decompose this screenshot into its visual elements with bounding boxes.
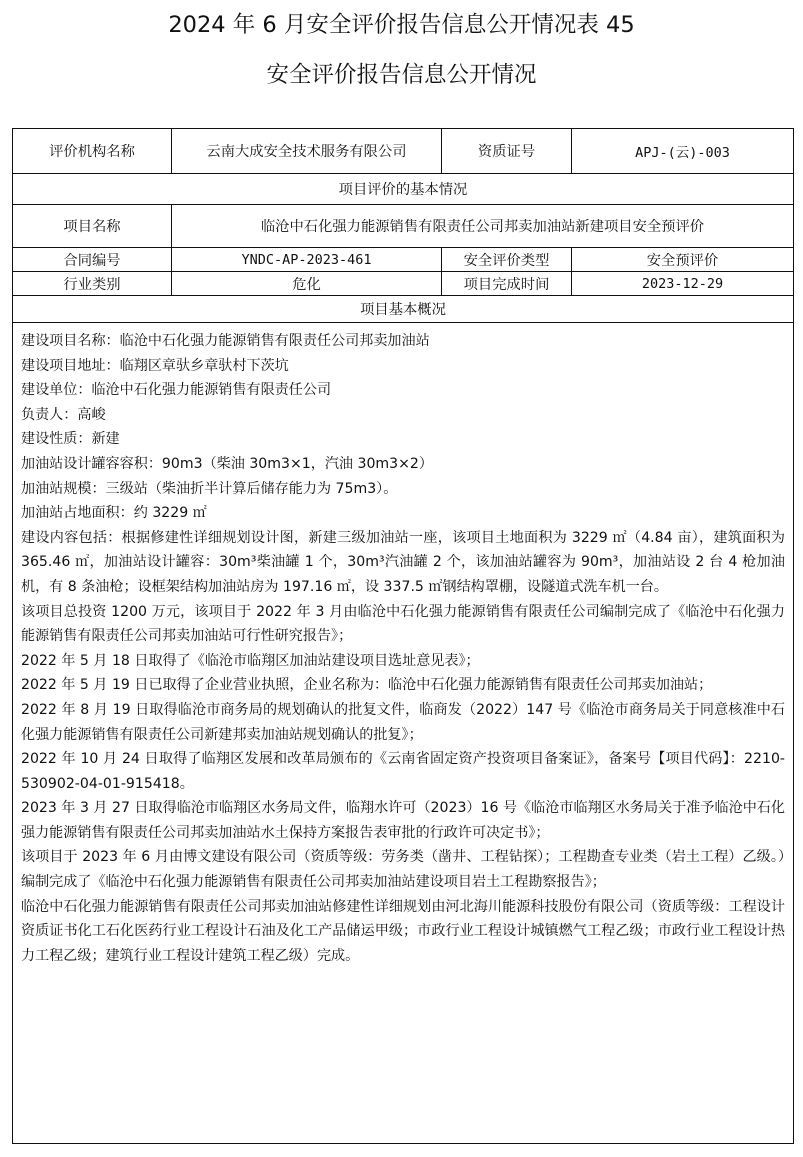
- info-table: [12, 128, 794, 1144]
- org-row: [13, 129, 794, 174]
- overview-row: [13, 323, 794, 1144]
- overview-paragraph: 2023 年 3 月 27 日取得临沧市临翔区水务局文件，临翔水许可（2023）16 号《临沧市临翔区水务局关于准予临沧中石化强力能源销售有限责任公司邦卖加油站水土保持方案报告表审批的行政许可决定书》；: [21, 800, 785, 841]
- overview-paragraph: 临沧中石化强力能源销售有限责任公司邦卖加油站修建性详细规划由河北海川能源科技股份有限公司（资质等级：工程设计资质证书化工石化医药行业工程设计石油及化工产品储运甲级；市政行业工程设计城镇燃气工程乙级；市政行业工程设计热力工程乙级；建筑行业工程设计建筑工程乙级）完成。: [21, 898, 785, 964]
- project-name-label: 项目名称: [13, 205, 172, 248]
- overview-paragraph: 该项目总投资 1200 万元，该项目于 2022 年 3 月由临沧中石化强力能源销售有限责任公司编制完成了《临沧中石化强力能源销售有限责任公司邦卖加油站可行性研究报告》；: [21, 603, 785, 645]
- eval-type-label: 安全评价类型: [442, 248, 572, 272]
- finish-label: 项目完成时间: [442, 272, 572, 296]
- overview-paragraph: 2022 年 5 月 18 日取得了《临沧市临翔区加油站建设项目选址意见表》；: [21, 652, 480, 669]
- overview-paragraph: 建设性质：新建: [21, 431, 120, 448]
- project-name-row: [13, 205, 794, 248]
- cert-value: APJ-(云)-003: [572, 129, 794, 174]
- overview-paragraph: 2022 年 5 月 19 日已取得了企业营业执照，企业名称为：临沧中石化强力能源销售有限责任公司邦卖加油站；: [21, 677, 713, 694]
- eval-type-value: 安全预评价: [572, 248, 794, 272]
- overview-paragraph: 建设单位：临沧中石化强力能源销售有限责任公司: [21, 382, 332, 399]
- basic-header: 项目评价的基本情况: [13, 174, 794, 205]
- overview-paragraph: 建设项目地址：临翔区章驮乡章驮村下茨坑: [21, 357, 289, 374]
- industry-value: 危化: [172, 272, 442, 296]
- overview-paragraph: 加油站占地面积：约 3229 ㎡: [21, 505, 207, 522]
- overview-paragraph: 2022 年 10 月 24 日取得了临翔区发展和改革局颁布的《云南省固定资产投资项目备案证》，备案号【项目代码】：2210-530902-04-01-915418。: [21, 751, 785, 792]
- finish-value: 2023-12-29: [572, 272, 794, 296]
- overview-paragraph: 2022 年 8 月 19 日取得临沧市商务局的规划确认的批复文件，临商发（2022）147 号《临沧市商务局关于同意核准中石化强力能源销售有限责任公司新建邦卖加油站规划确认的批复》；: [21, 701, 785, 743]
- overview-paragraph: 该项目于 2023 年 6 月由博文建设有限公司（资质等级：劳务类（凿井、工程钻探）；工程勘查专业类（岩土工程）乙级。）编制完成了《临沧中石化强力能源销售有限责任公司邦卖加油站建设项目岩土工程勘察报告》；: [21, 849, 785, 891]
- overview-paragraph: 建设项目名称：临沧中石化强力能源销售有限责任公司邦卖加油站: [21, 333, 430, 349]
- document-title: 2024 年 6 月安全评价报告信息公开情况表 45: [168, 12, 635, 38]
- overview-header-row: [13, 296, 794, 323]
- overview-header: 项目基本概况: [13, 296, 794, 323]
- document-subtitle: 安全评价报告信息公开情况: [266, 62, 537, 88]
- overview-paragraph: 建设内容包括：根据修建性详细规划设计图，新建三级加油站一座，该项目土地面积为 3229 ㎡（4.84 亩），建筑面积为 365.46 ㎡，加油站设计罐容：30m³柴油罐 1 个，30m³汽油罐 2 个，该加油站罐容为 90m³，加油站设 2 台 4 枪加油机，有 8 条油枪；设框架结构加油站房为 197.16 ㎡，设 337.5 ㎡钢结构罩棚，设隧道式洗车机一台。: [21, 529, 785, 595]
- overview-paragraph: 加油站规模：三级站（柴油折半计算后储存能力为 75m3）。: [21, 480, 398, 497]
- contract-label: 合同编号: [13, 248, 172, 272]
- overview-paragraph: 负责人：高峻: [21, 406, 106, 423]
- industry-label: 行业类别: [13, 272, 172, 296]
- org-label: 评价机构名称: [13, 129, 172, 174]
- cert-label: 资质证号: [442, 129, 572, 174]
- overview-paragraph: 加油站设计罐容容积：90m3（柴油 30m3×1，汽油 30m3×2）: [21, 455, 433, 472]
- org-value: 云南大成安全技术服务有限公司: [172, 129, 442, 174]
- basic-header-row: [13, 174, 794, 205]
- contract-row: [13, 248, 794, 272]
- contract-value: YNDC-AP-2023-461: [172, 248, 442, 272]
- project-name-value: 临沧中石化强力能源销售有限责任公司邦卖加油站新建项目安全预评价: [172, 205, 794, 248]
- overview-cell: [13, 323, 794, 1144]
- industry-row: [13, 272, 794, 296]
